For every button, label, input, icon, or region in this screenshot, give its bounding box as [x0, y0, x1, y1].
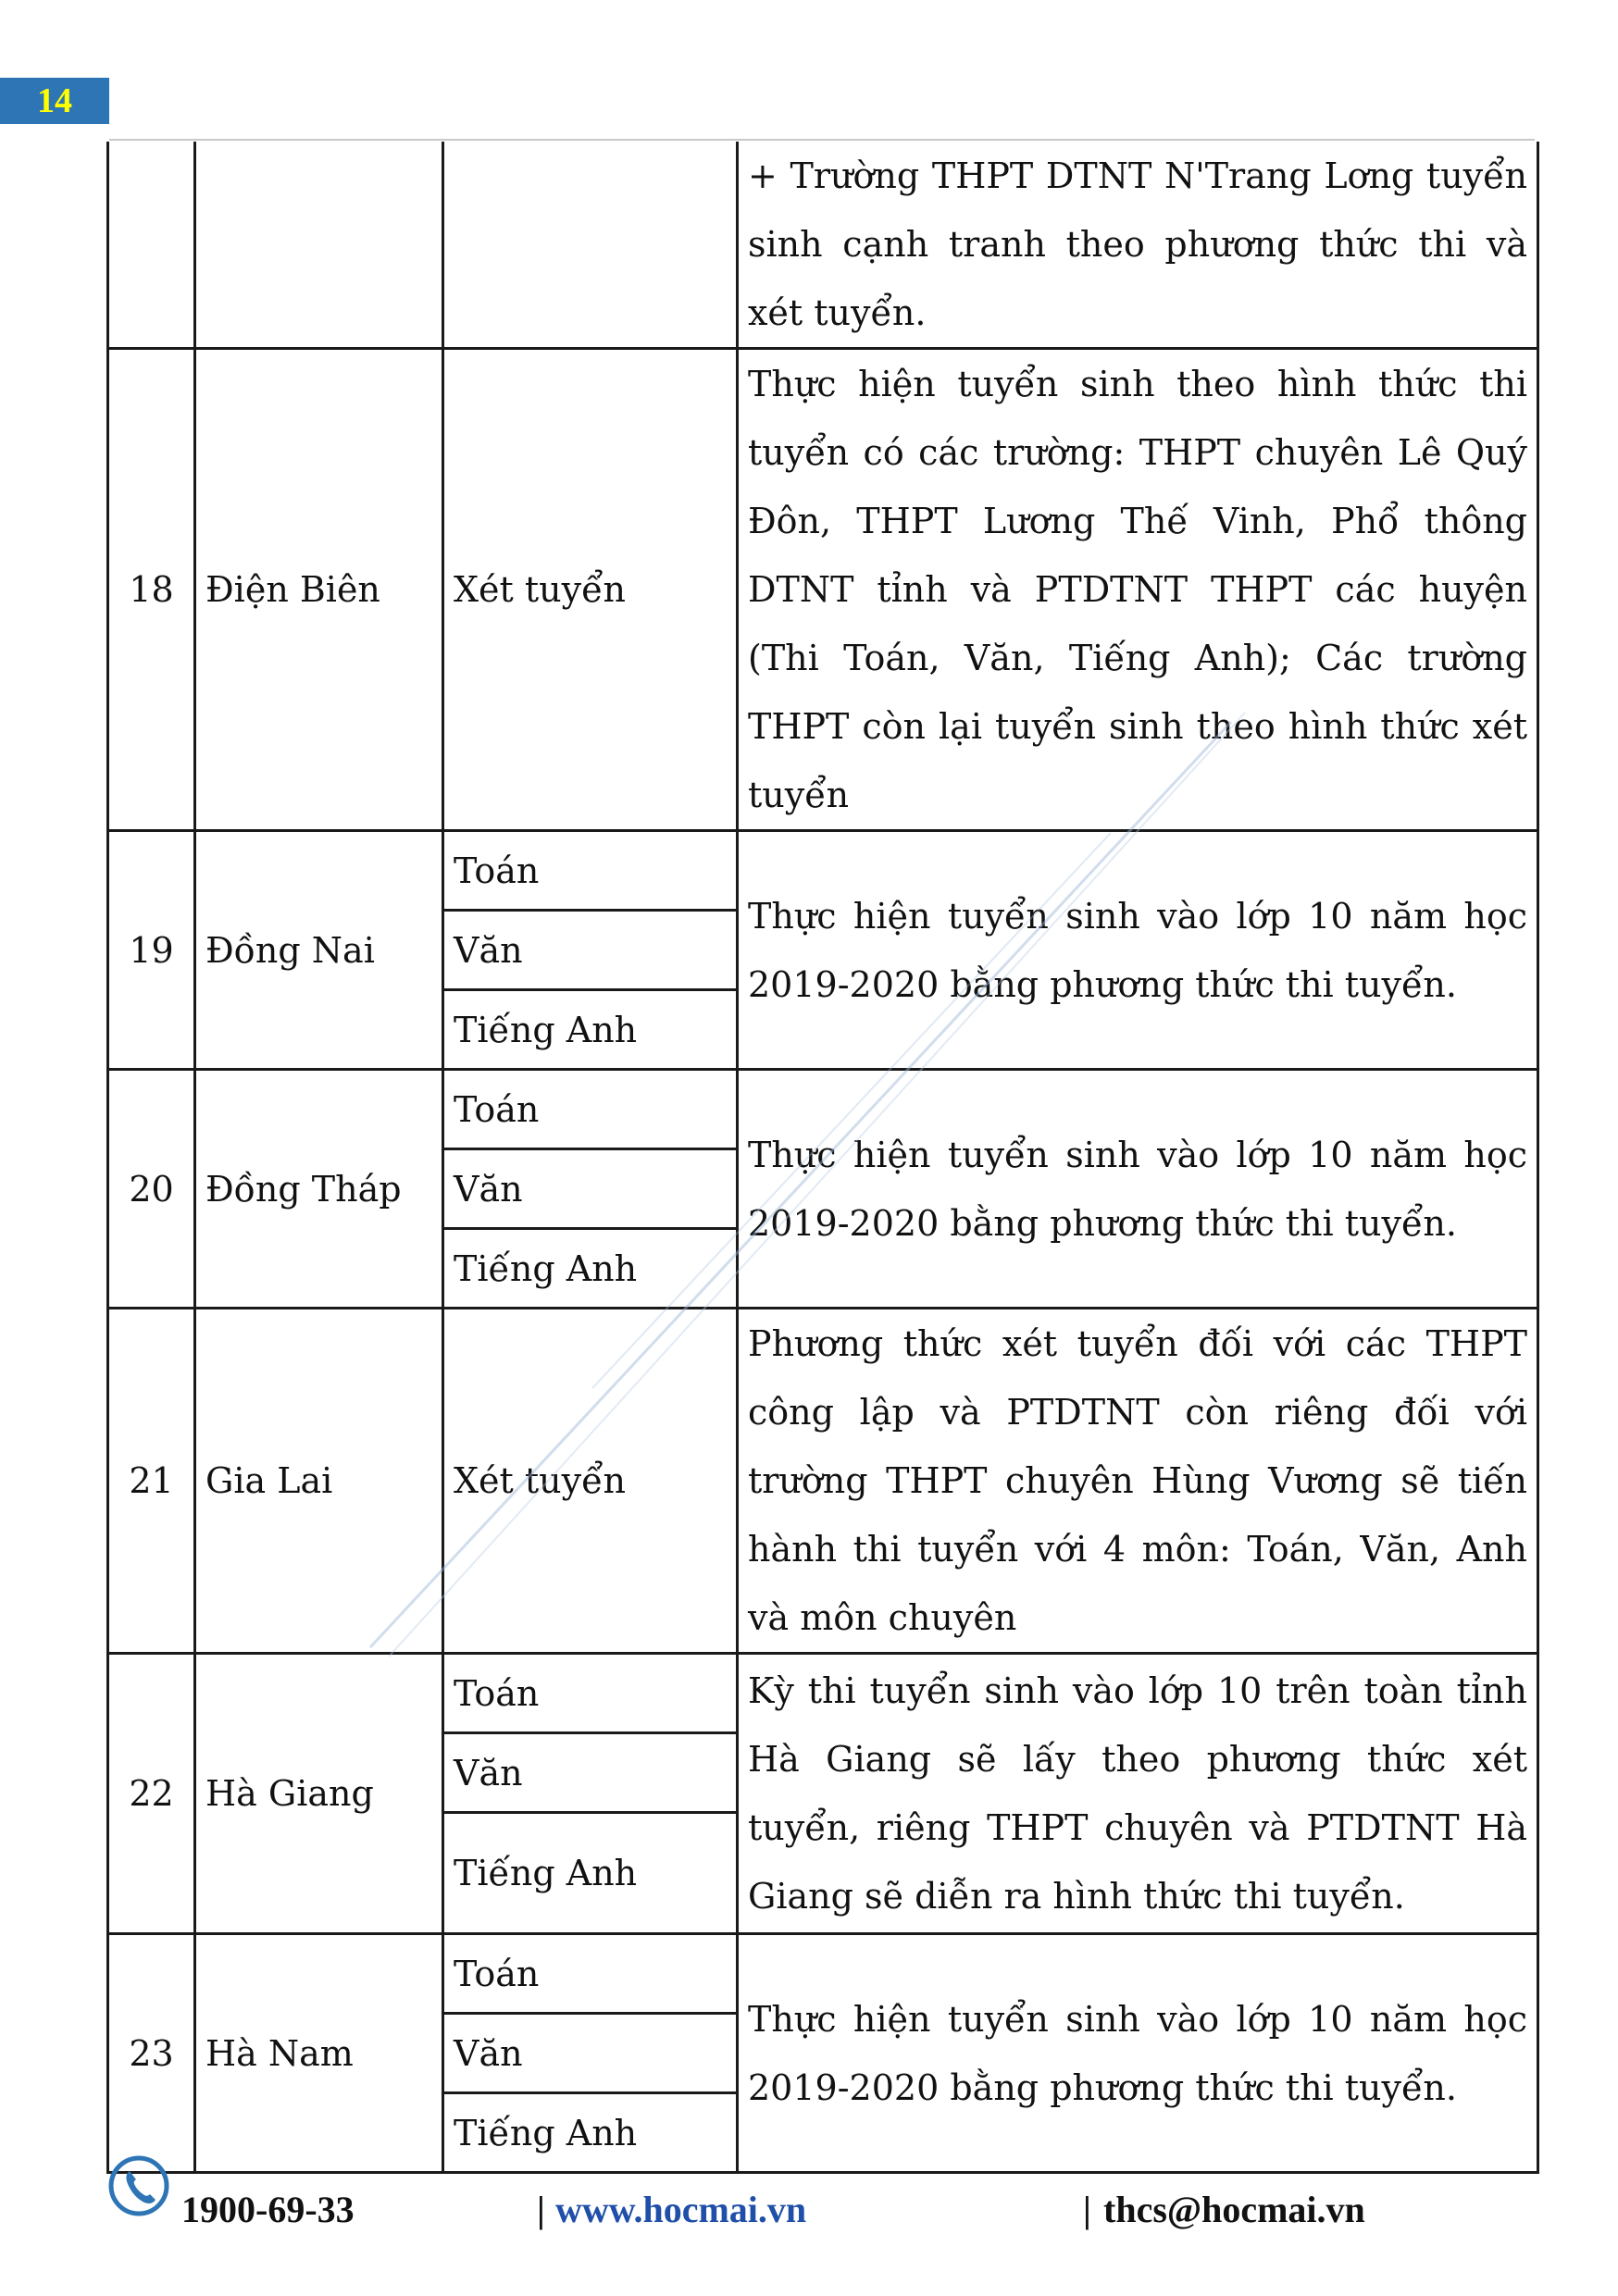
table-row	[108, 142, 1538, 349]
table-row	[108, 831, 1538, 911]
row-number: 19	[108, 831, 195, 1070]
table-row	[108, 1934, 1538, 2014]
footer-separator: |	[1083, 2189, 1091, 2230]
table-row	[108, 349, 1538, 831]
table-row	[108, 1654, 1538, 1733]
row-number: 18	[108, 349, 195, 831]
exam-subject: Tiếng Anh	[443, 1813, 738, 1934]
exam-subject: Toán	[443, 1934, 738, 2014]
admissions-table	[106, 142, 1539, 2174]
admission-method: Xét tuyển	[443, 349, 738, 831]
province-name: Hà Nam	[195, 1934, 443, 2173]
table-row	[108, 1309, 1538, 1654]
exam-subject: Toán	[443, 831, 738, 911]
exam-subject: Văn	[443, 1149, 738, 1229]
row-number: 23	[108, 1934, 195, 2173]
footer-website-link[interactable]: www.hocmai.vn	[555, 2189, 807, 2230]
province-name: Đồng Tháp	[195, 1070, 443, 1309]
province-name: Hà Giang	[195, 1654, 443, 1934]
province-name: Điện Biên	[195, 349, 443, 831]
exam-subject: Tiếng Anh	[443, 1229, 738, 1309]
row-description: Thực hiện tuyển sinh vào lớp 10 năm học 2019-2020 bằng phương thức thi tuyển.	[738, 831, 1538, 1070]
exam-subject: Tiếng Anh	[443, 990, 738, 1070]
row-number: 22	[108, 1654, 195, 1934]
row-description: Thực hiện tuyển sinh vào lớp 10 năm học 2019-2020 bằng phương thức thi tuyển.	[738, 1070, 1538, 1309]
footer-email-link[interactable]: thcs@hocmai.vn	[1103, 2189, 1365, 2230]
row-number	[108, 142, 195, 349]
province-name: Gia Lai	[195, 1309, 443, 1654]
exam-subject: Toán	[443, 1654, 738, 1733]
row-description: Thực hiện tuyển sinh theo hình thức thi tuyển có các trường: THPT chuyên Lê Quý Đôn, THPT Lương Thế Vinh, Phổ thông DTNT tỉnh và PTDTNT THPT các huyện (Thi Toán, Văn, Tiếng Anh); Các trường THPT còn lại tuyển sinh theo hình thức xét tuyển	[738, 349, 1538, 831]
top-divider	[109, 139, 1535, 141]
row-description: + Trường THPT DTNT N'Trang Lơng tuyển sinh cạnh tranh theo phương thức thi và xét tuyển.	[738, 142, 1538, 349]
exam-subject: Toán	[443, 1070, 738, 1149]
province-name	[195, 142, 443, 349]
footer	[0, 2154, 1618, 2238]
exam-subject: Tiếng Anh	[443, 2093, 738, 2173]
exam-subject: Văn	[443, 911, 738, 990]
phone-icon	[107, 2154, 170, 2217]
footer-separator: |	[537, 2189, 545, 2230]
footer-phone[interactable]: 1900-69-33	[181, 2189, 355, 2230]
row-description: Kỳ thi tuyển sinh vào lớp 10 trên toàn tỉnh Hà Giang sẽ lấy theo phương thức xét tuyển, riêng THPT chuyên và PTDTNT Hà Giang sẽ diễn ra hình thức thi tuyển.	[738, 1654, 1538, 1934]
admission-method	[443, 142, 738, 349]
province-name: Đồng Nai	[195, 831, 443, 1070]
exam-subject: Văn	[443, 2014, 738, 2093]
page-number: 14	[0, 78, 109, 124]
row-number: 21	[108, 1309, 195, 1654]
exam-subject: Văn	[443, 1733, 738, 1813]
admission-method: Xét tuyển	[443, 1309, 738, 1654]
row-description: Thực hiện tuyển sinh vào lớp 10 năm học 2019-2020 bằng phương thức thi tuyển.	[738, 1934, 1538, 2173]
row-description: Phương thức xét tuyển đối với các THPT công lập và PTDTNT còn riêng đối với trường THPT chuyên Hùng Vương sẽ tiến hành thi tuyển với 4 môn: Toán, Văn, Anh và môn chuyên	[738, 1309, 1538, 1654]
table-row	[108, 1070, 1538, 1149]
row-number: 20	[108, 1070, 195, 1309]
